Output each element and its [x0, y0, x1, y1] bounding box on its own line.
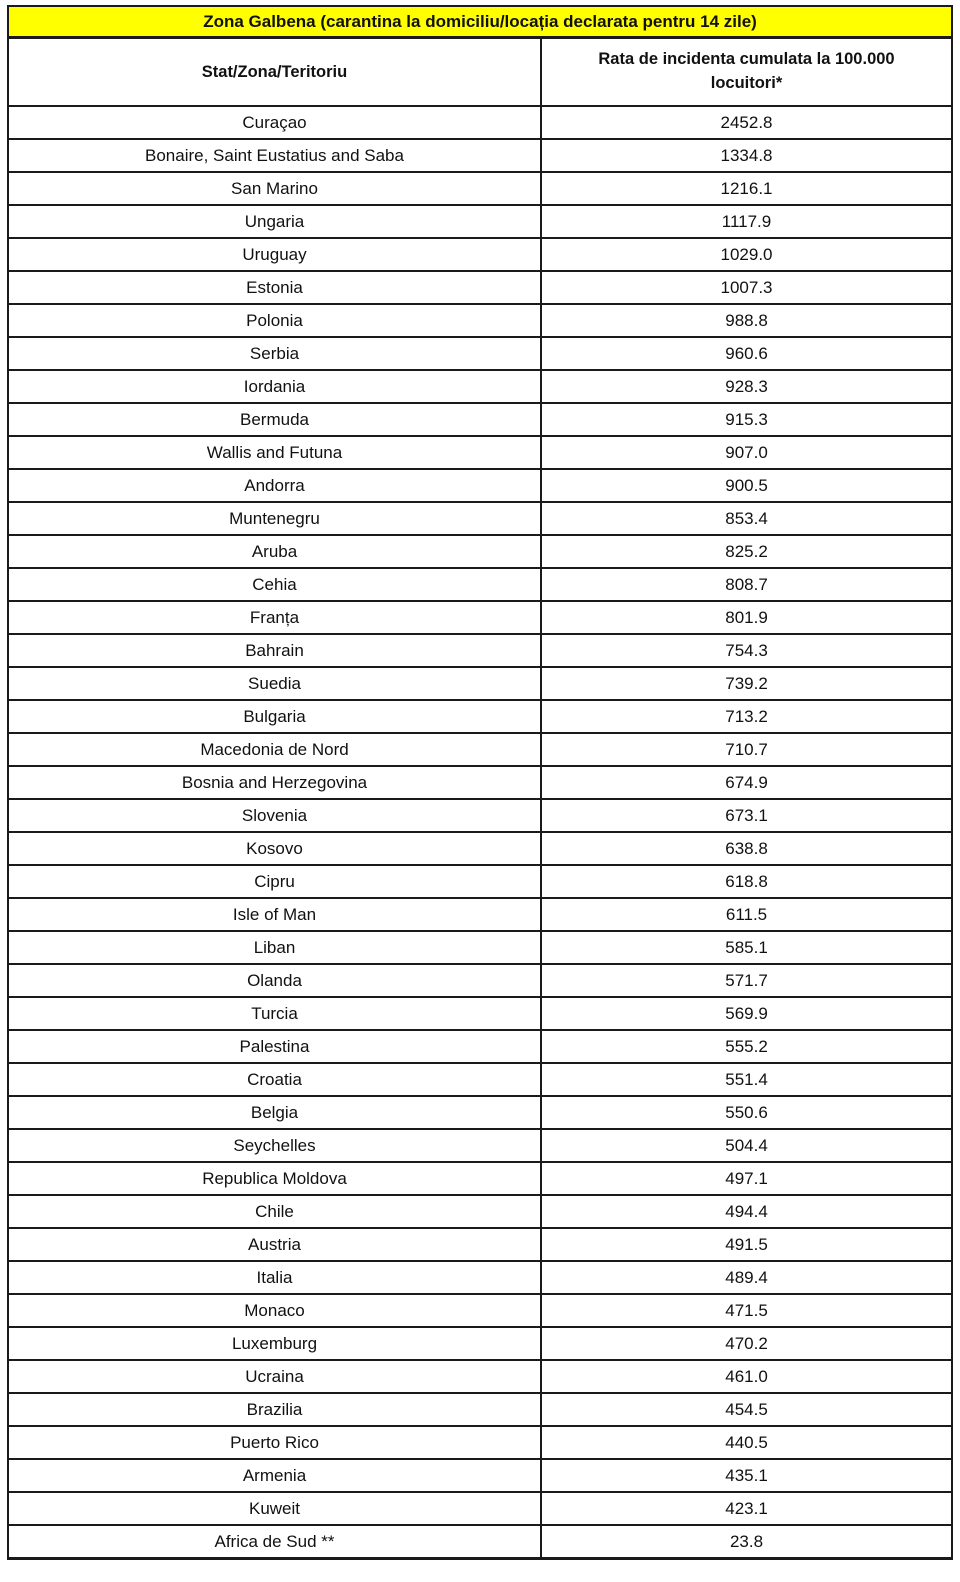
rate-cell: 1029.0 — [541, 238, 952, 271]
country-cell: Olanda — [8, 964, 541, 997]
table-row — [8, 799, 952, 832]
column-header-country: Stat/Zona/Teritoriu — [8, 38, 541, 107]
country-cell: Suedia — [8, 667, 541, 700]
table-row — [8, 1525, 952, 1559]
table-row — [8, 964, 952, 997]
table-row — [8, 1393, 952, 1426]
country-cell: Chile — [8, 1195, 541, 1228]
table-row — [8, 469, 952, 502]
rate-cell: 674.9 — [541, 766, 952, 799]
country-cell: Wallis and Futuna — [8, 436, 541, 469]
rate-cell: 471.5 — [541, 1294, 952, 1327]
rate-cell: 461.0 — [541, 1360, 952, 1393]
country-cell: Monaco — [8, 1294, 541, 1327]
table-row — [8, 205, 952, 238]
table-row — [8, 1063, 952, 1096]
table-row — [8, 1096, 952, 1129]
table-row — [8, 106, 952, 139]
rate-cell: 1117.9 — [541, 205, 952, 238]
table-row — [8, 172, 952, 205]
country-cell: Ungaria — [8, 205, 541, 238]
document-sheet — [7, 5, 951, 1560]
country-cell: Cehia — [8, 568, 541, 601]
rate-cell: 825.2 — [541, 535, 952, 568]
table-row — [8, 766, 952, 799]
rate-cell: 915.3 — [541, 403, 952, 436]
table-row — [8, 1030, 952, 1063]
rate-cell: 23.8 — [541, 1525, 952, 1559]
rate-cell: 853.4 — [541, 502, 952, 535]
table-row — [8, 1459, 952, 1492]
country-cell: Bermuda — [8, 403, 541, 436]
country-cell: Curaçao — [8, 106, 541, 139]
rate-cell: 907.0 — [541, 436, 952, 469]
country-cell: Ucraina — [8, 1360, 541, 1393]
rate-cell: 611.5 — [541, 898, 952, 931]
country-cell: Serbia — [8, 337, 541, 370]
table-row — [8, 1261, 952, 1294]
country-cell: Armenia — [8, 1459, 541, 1492]
column-header-rate — [541, 38, 952, 107]
table-row — [8, 898, 952, 931]
column-header-rate-text: Rata de incidenta cumulata la 100.000 locuitori* — [598, 50, 895, 92]
country-cell: Muntenegru — [8, 502, 541, 535]
country-cell: Brazilia — [8, 1393, 541, 1426]
country-cell: Liban — [8, 931, 541, 964]
table-row — [8, 568, 952, 601]
rate-cell: 497.1 — [541, 1162, 952, 1195]
rate-cell: 504.4 — [541, 1129, 952, 1162]
rate-cell: 2452.8 — [541, 106, 952, 139]
rate-cell: 618.8 — [541, 865, 952, 898]
table-row — [8, 370, 952, 403]
rate-cell: 489.4 — [541, 1261, 952, 1294]
title-row — [8, 6, 952, 38]
rate-cell: 555.2 — [541, 1030, 952, 1063]
country-cell: Luxemburg — [8, 1327, 541, 1360]
table-row — [8, 1129, 952, 1162]
country-cell: Andorra — [8, 469, 541, 502]
rate-cell: 739.2 — [541, 667, 952, 700]
country-cell: Republica Moldova — [8, 1162, 541, 1195]
table-row — [8, 997, 952, 1030]
rate-cell: 423.1 — [541, 1492, 952, 1525]
rate-cell: 928.3 — [541, 370, 952, 403]
table-row — [8, 535, 952, 568]
rate-cell: 754.3 — [541, 634, 952, 667]
table-row — [8, 1162, 952, 1195]
table-row — [8, 700, 952, 733]
country-cell: Cipru — [8, 865, 541, 898]
table-row — [8, 1426, 952, 1459]
rate-cell: 713.2 — [541, 700, 952, 733]
table-row — [8, 1492, 952, 1525]
table-row — [8, 832, 952, 865]
table-row — [8, 634, 952, 667]
table-title: Zona Galbena (carantina la domiciliu/locația declarata pentru 14 zile) — [8, 6, 952, 38]
rate-cell: 585.1 — [541, 931, 952, 964]
country-cell: Isle of Man — [8, 898, 541, 931]
country-cell: Puerto Rico — [8, 1426, 541, 1459]
country-cell: Africa de Sud ** — [8, 1525, 541, 1559]
rate-cell: 571.7 — [541, 964, 952, 997]
table-row — [8, 304, 952, 337]
rate-cell: 710.7 — [541, 733, 952, 766]
table-body — [8, 106, 952, 1559]
rate-cell: 440.5 — [541, 1426, 952, 1459]
country-cell: Croatia — [8, 1063, 541, 1096]
table-row — [8, 502, 952, 535]
rate-cell: 551.4 — [541, 1063, 952, 1096]
rate-cell: 550.6 — [541, 1096, 952, 1129]
rate-cell: 960.6 — [541, 337, 952, 370]
country-cell: Polonia — [8, 304, 541, 337]
country-cell: Macedonia de Nord — [8, 733, 541, 766]
rate-cell: 435.1 — [541, 1459, 952, 1492]
rate-cell: 1007.3 — [541, 271, 952, 304]
table-row — [8, 271, 952, 304]
country-cell: Bonaire, Saint Eustatius and Saba — [8, 139, 541, 172]
country-cell: Slovenia — [8, 799, 541, 832]
table-row — [8, 733, 952, 766]
rate-cell: 454.5 — [541, 1393, 952, 1426]
rate-cell: 988.8 — [541, 304, 952, 337]
country-cell: Kuweit — [8, 1492, 541, 1525]
table-row — [8, 601, 952, 634]
country-cell: Bulgaria — [8, 700, 541, 733]
rate-cell: 491.5 — [541, 1228, 952, 1261]
header-row — [8, 38, 952, 107]
table-row — [8, 436, 952, 469]
rate-cell: 900.5 — [541, 469, 952, 502]
country-cell: Italia — [8, 1261, 541, 1294]
country-cell: Austria — [8, 1228, 541, 1261]
country-cell: Iordania — [8, 370, 541, 403]
table-row — [8, 1294, 952, 1327]
table-row — [8, 1360, 952, 1393]
table-row — [8, 337, 952, 370]
table-row — [8, 238, 952, 271]
rate-cell: 569.9 — [541, 997, 952, 1030]
table-row — [8, 139, 952, 172]
rate-cell: 494.4 — [541, 1195, 952, 1228]
country-cell: Bosnia and Herzegovina — [8, 766, 541, 799]
yellow-zone-table — [7, 5, 953, 1560]
rate-cell: 673.1 — [541, 799, 952, 832]
table-row — [8, 1195, 952, 1228]
country-cell: Kosovo — [8, 832, 541, 865]
table-row — [8, 931, 952, 964]
rate-cell: 808.7 — [541, 568, 952, 601]
rate-cell: 470.2 — [541, 1327, 952, 1360]
country-cell: Seychelles — [8, 1129, 541, 1162]
table-row — [8, 865, 952, 898]
rate-cell: 1216.1 — [541, 172, 952, 205]
table-row — [8, 667, 952, 700]
country-cell: Aruba — [8, 535, 541, 568]
table-row — [8, 403, 952, 436]
country-cell: Turcia — [8, 997, 541, 1030]
country-cell: Uruguay — [8, 238, 541, 271]
rate-cell: 1334.8 — [541, 139, 952, 172]
rate-cell: 801.9 — [541, 601, 952, 634]
table-row — [8, 1327, 952, 1360]
table-row — [8, 1228, 952, 1261]
country-cell: Estonia — [8, 271, 541, 304]
country-cell: Franța — [8, 601, 541, 634]
country-cell: Bahrain — [8, 634, 541, 667]
country-cell: Palestina — [8, 1030, 541, 1063]
country-cell: San Marino — [8, 172, 541, 205]
country-cell: Belgia — [8, 1096, 541, 1129]
rate-cell: 638.8 — [541, 832, 952, 865]
